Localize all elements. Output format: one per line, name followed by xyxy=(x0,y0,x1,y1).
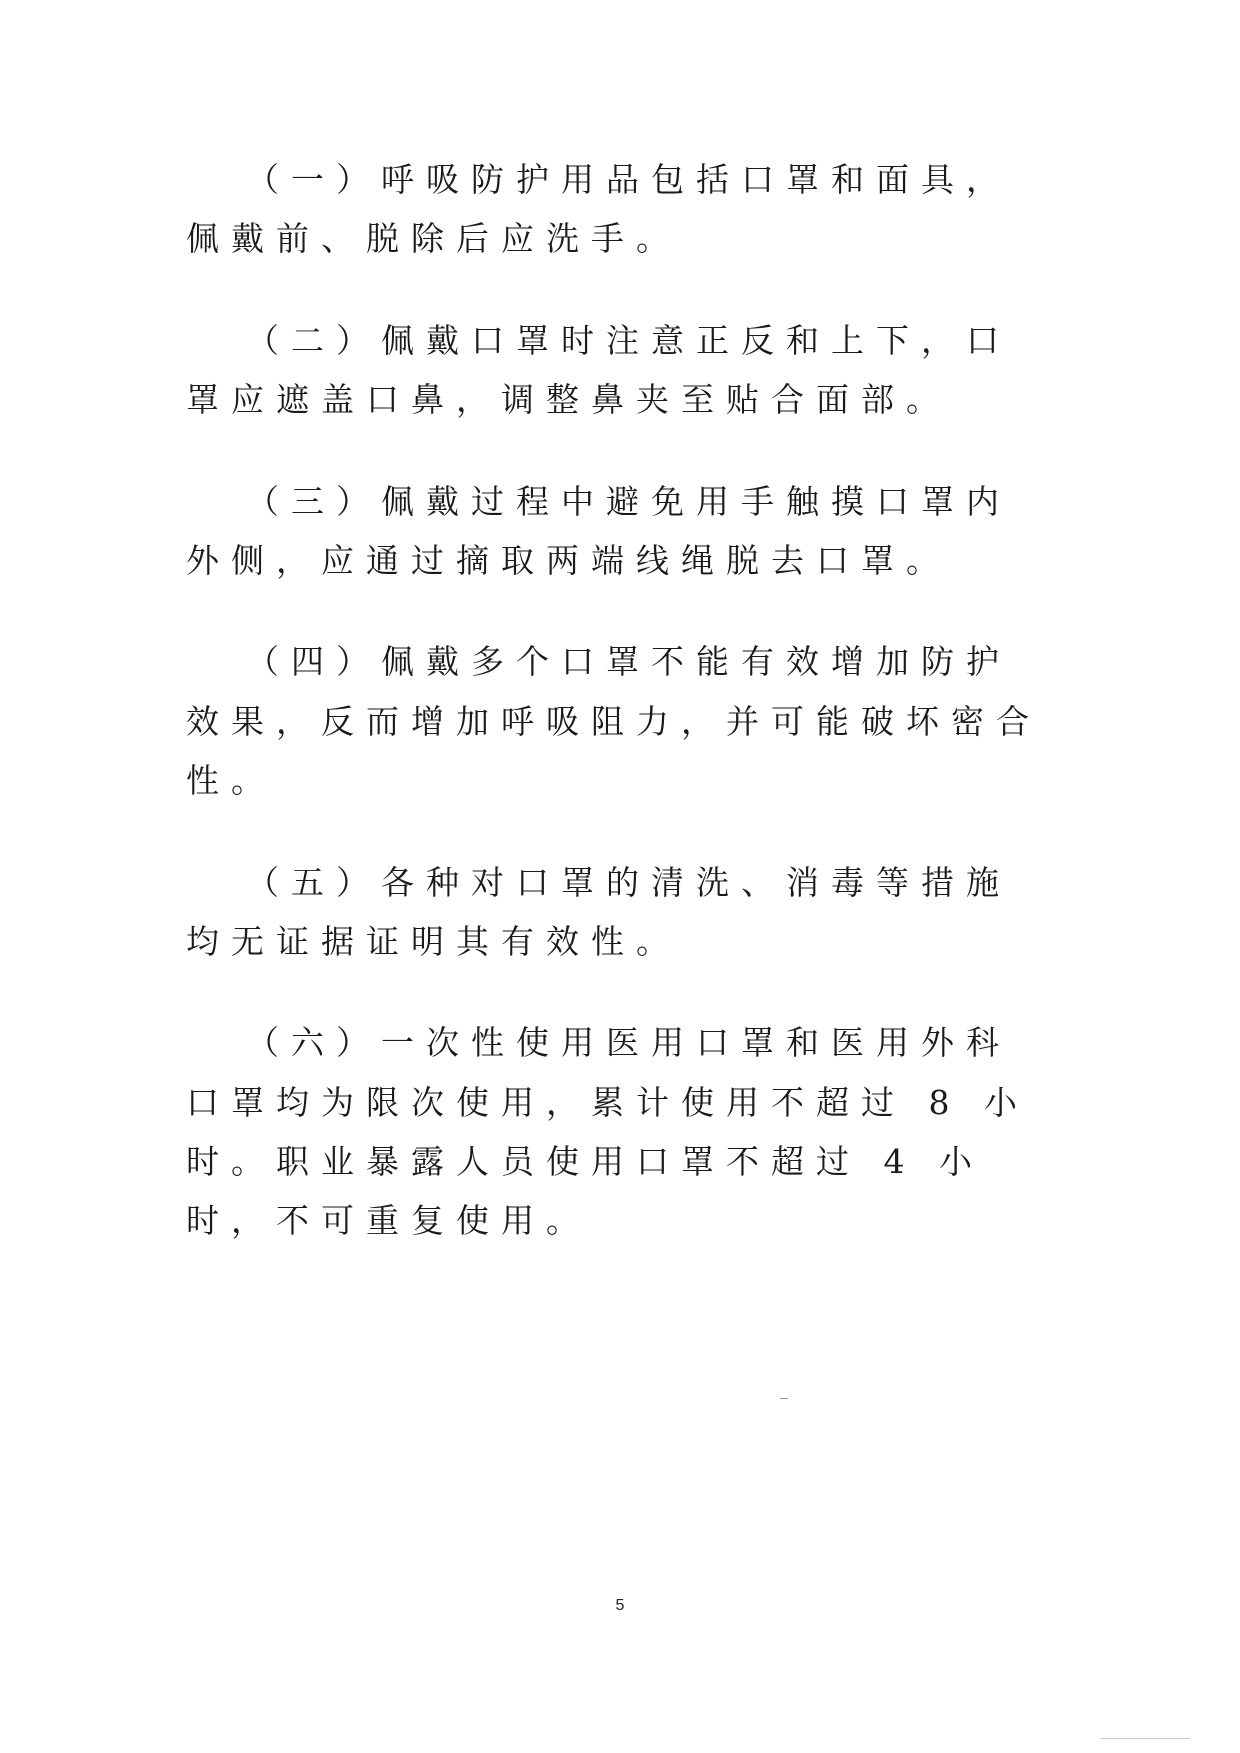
paragraph-3: （三）佩戴过程中避免用手触摸口罩内外侧，应通过摘取两端线绳脱去口罩。 xyxy=(186,481,1011,580)
scan-mark xyxy=(1100,1738,1190,1739)
paragraph-6: （六）一次性使用医用口罩和医用外科口罩均为限次使用，累计使用不超过 8 小时。职业暴露人员使用口罩不超过 4 小时，不可重复使用。 xyxy=(186,1023,1029,1241)
paragraph-2: （二）佩戴口罩时注意正反和上下，口罩应遮盖口鼻，调整鼻夹至贴合面部。 xyxy=(186,320,1011,420)
document-body xyxy=(186,150,1046,1293)
paragraph-4: （四）佩戴多个口罩不能有效增加防护效果，反而增加呼吸阻力，并可能破坏密合性。 xyxy=(186,642,1041,801)
scan-mark xyxy=(780,1398,788,1399)
page-number: 5 xyxy=(615,1597,625,1614)
paragraph-5: （五）各种对口罩的清洗、消毒等措施均无证据证明其有效性。 xyxy=(186,862,1011,961)
paragraph-1: （一）呼吸防护用品包括口罩和面具，佩戴前、脱除后应洗手。 xyxy=(186,160,1011,259)
